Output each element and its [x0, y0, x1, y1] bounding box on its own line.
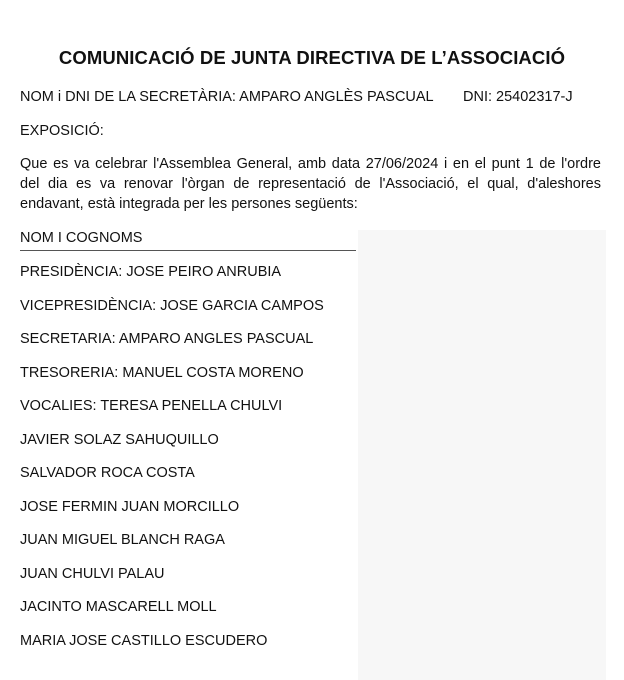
member-item: VOCALIES: TERESA PENELLA CHULVI — [20, 398, 283, 414]
secretary-line — [20, 89, 610, 105]
member-item: SALVADOR ROCA COSTA — [20, 465, 195, 481]
secretary-dni: DNI: 25402317-J — [463, 89, 573, 105]
paragraph-line: endavant, està integrada per les persones següents: — [20, 196, 358, 212]
paragraph-line: del dia es va renovar l'òrgan de representació de l'Associació, el qual, d'aleshores — [20, 176, 601, 192]
member-item: SECRETARIA: AMPARO ANGLES PASCUAL — [20, 331, 314, 347]
member-item: TRESORERIA: MANUEL COSTA MORENO — [20, 364, 304, 381]
exposition-label: EXPOSICIÓ: — [20, 123, 104, 139]
members-table-header: NOM I COGNOMS — [20, 230, 356, 251]
document-title: COMUNICACIÓ DE JUNTA DIRECTIVA DE L’ASSOCIACIÓ — [58, 47, 566, 68]
member-item: MARIA JOSE CASTILLO ESCUDERO — [20, 632, 268, 649]
member-item: VICEPRESIDÈNCIA: JOSE GARCIA CAMPOS — [20, 297, 324, 314]
member-item: JUAN CHULVI PALAU — [20, 565, 165, 582]
exposition-paragraph — [20, 154, 601, 214]
paragraph-line: Que es va celebrar l'Assemblea General, amb data 27/06/2024 i en el punt 1 de l'ordre — [20, 156, 601, 172]
member-item: PRESIDÈNCIA: JOSE PEIRO ANRUBIA — [20, 264, 282, 280]
secretary-name-label: NOM i DNI DE LA SECRETÀRIA: AMPARO ANGLÈS PASCUAL — [20, 89, 434, 105]
member-item: JUAN MIGUEL BLANCH RAGA — [20, 532, 225, 548]
member-item: JACINTO MASCARELL MOLL — [20, 599, 217, 615]
member-item: JOSE FERMIN JUAN MORCILLO — [20, 498, 240, 515]
members-list — [20, 264, 324, 666]
member-item: JAVIER SOLAZ SAHUQUILLO — [20, 431, 219, 448]
redacted-column-area — [358, 230, 606, 680]
